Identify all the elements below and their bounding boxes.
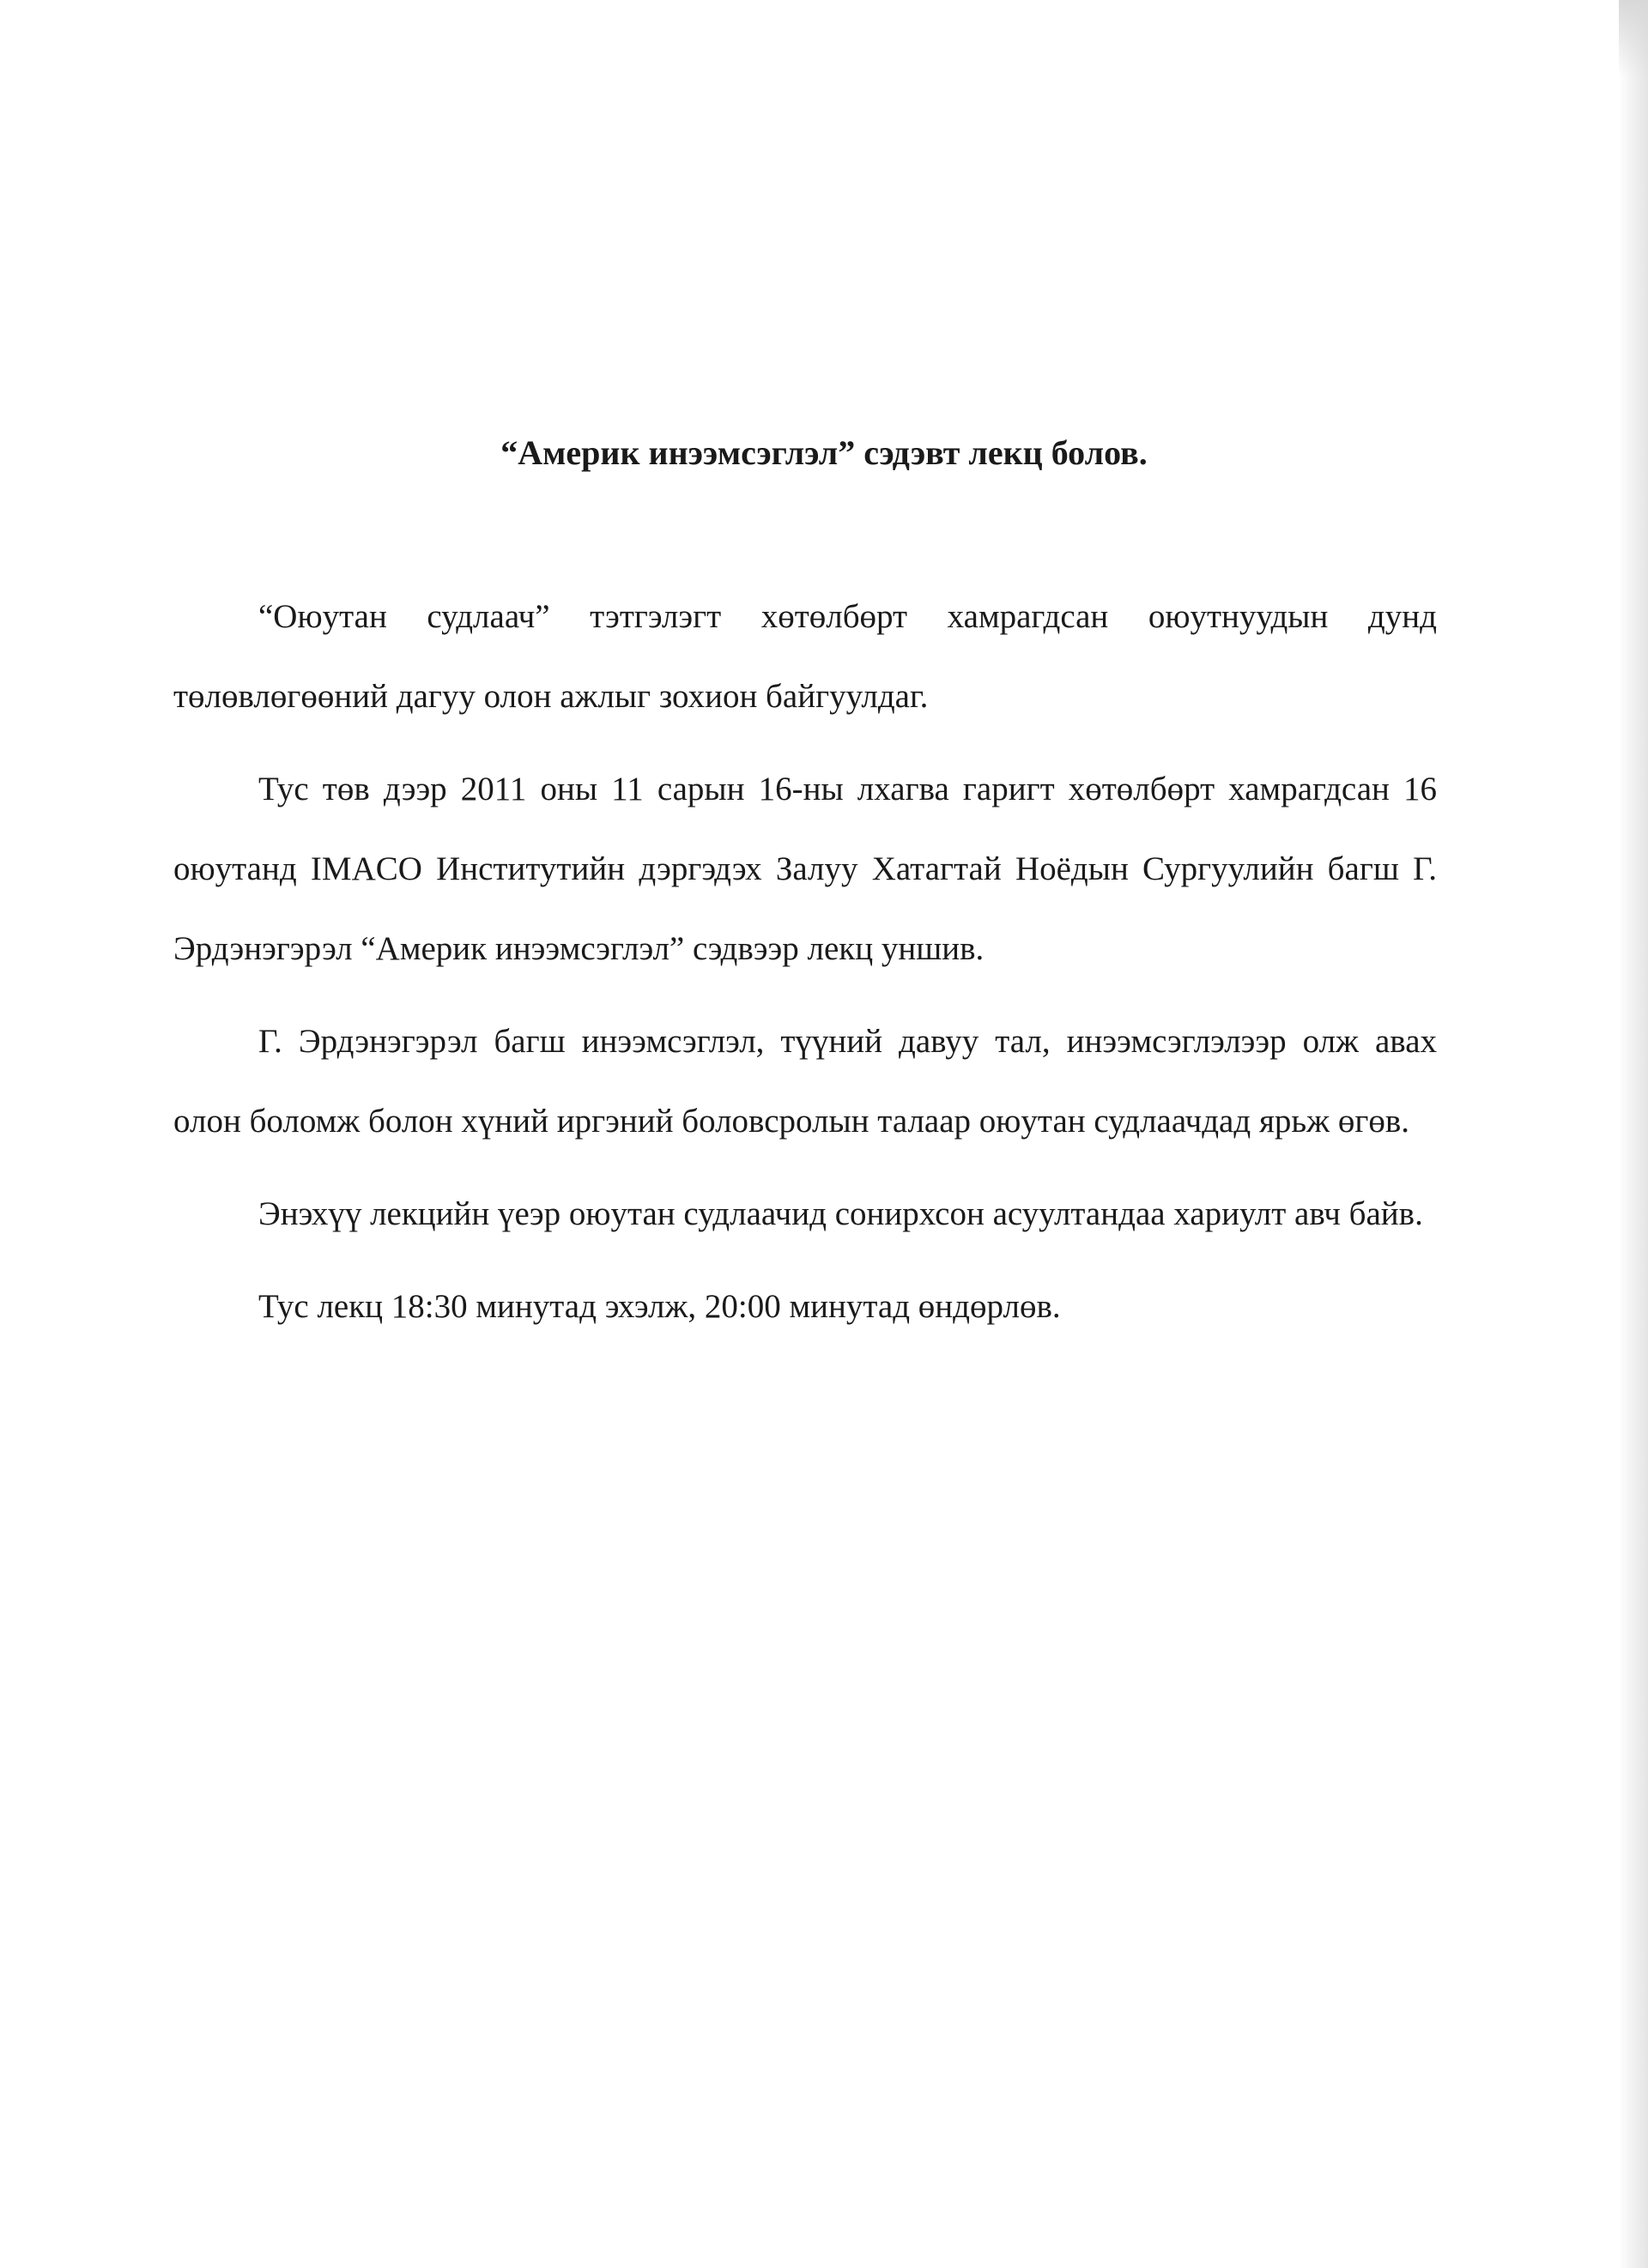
paragraph-1: “Оюутан судлаач” тэтгэлэгт хөтөлбөрт хамрагдсан оюутнуудын дунд төлөвлөгөөний дагуу олон ажлыг зохион байгуулдаг. bbox=[173, 598, 1437, 715]
scan-shadow-corner bbox=[1619, 0, 1648, 77]
paragraph-3: Г. Эрдэнэгэрэл багш инээмсэглэл, түүний давуу тал, инээмсэглэлээр олж авах олон боломж болон хүний иргэний боловсролын талаар оюутан судлаачдад ярьж өгөв. bbox=[173, 1023, 1437, 1140]
scan-shadow-edge bbox=[1619, 0, 1648, 2268]
document-body bbox=[173, 577, 1437, 1346]
paragraph-2: Тус төв дээр 2011 оны 11 сарын 16-ны лхагва гаригт хөтөлбөрт хамрагдсан 16 оюутанд IMACO Институтийн дэргэдэх Залуу Хатагтай Ноёдын Сургуулийн багш Г. Эрдэнэгэрэл “Америк инээмсэглэл” сэдвээр лекц уншив. bbox=[173, 771, 1437, 967]
paragraph-5: Тус лекц 18:30 минутад эхэлж, 20:00 минутад өндөрлөв. bbox=[258, 1288, 1061, 1325]
paragraph-4: Энэхүү лекцийн үеэр оюутан судлаачид сонирхсон асуултандаа хариулт авч байв. bbox=[258, 1195, 1423, 1232]
document-title: “Америк инээмсэглэл” сэдэвт лекц болов. bbox=[500, 433, 1148, 472]
